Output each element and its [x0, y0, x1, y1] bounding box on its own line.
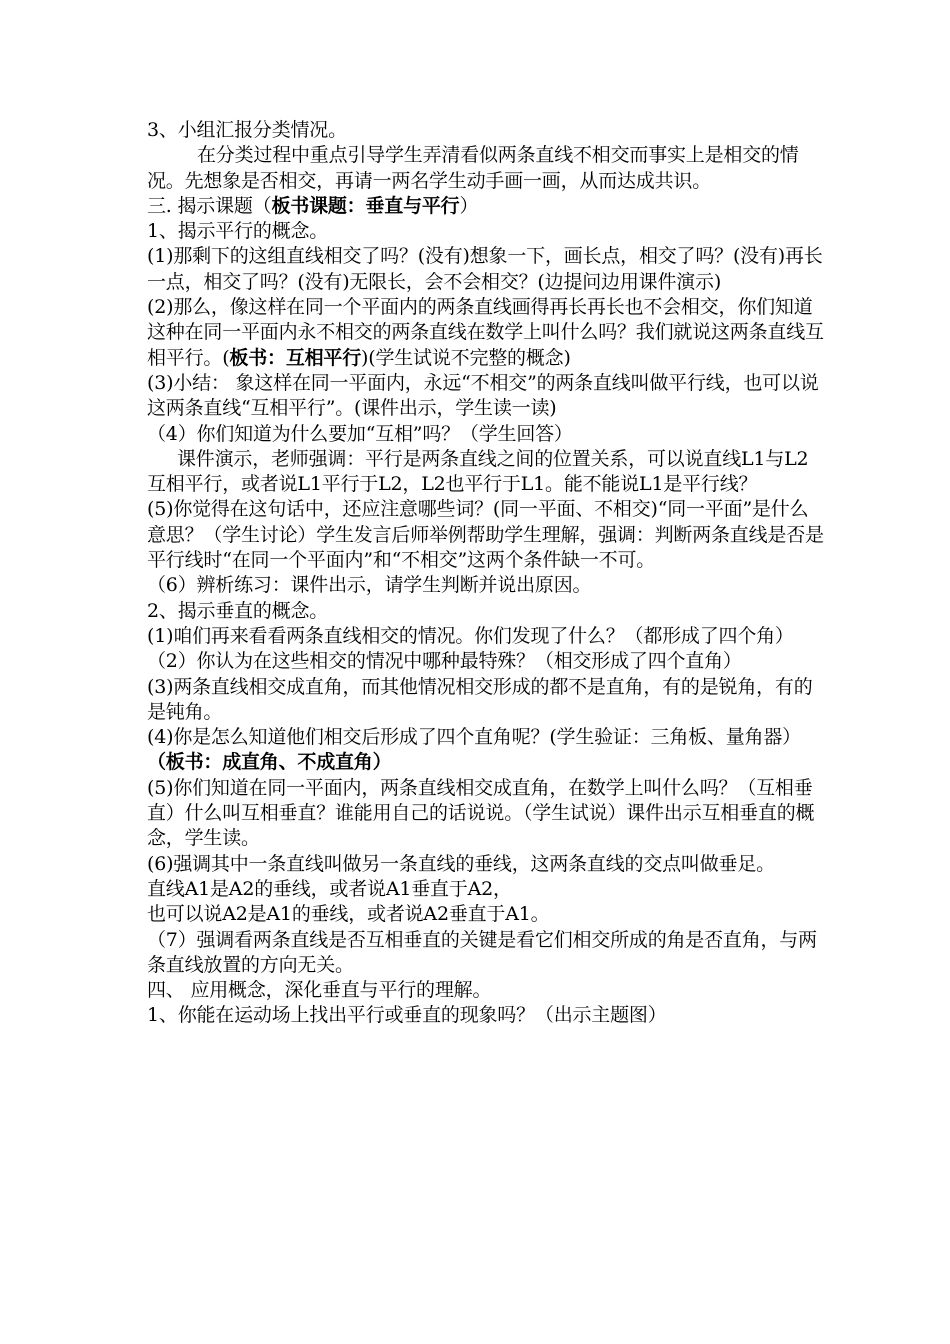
paragraph-13: (1)咱们再来看看两条直线相交的情况。你们发现了什么？（都形成了四个角）	[147, 624, 794, 647]
paragraph-16-bold: （板书：成直角、不成直角）	[147, 751, 392, 774]
heading-3-bold: 板书课题：垂直与平行	[271, 194, 460, 217]
paragraph-20: 也可以说A2是A1的垂线，或者说A2垂直于A1。	[147, 903, 550, 926]
section-heading-3	[147, 194, 827, 219]
heading-3-prefix: 三. 揭示课题（	[147, 194, 272, 217]
paragraph-6-prefix: (2)那么，像这样在同一个平面内的两条直线画得再长再长也不会相交，你们知道这种在同一平面内永不相交的两条直线在数学上叫什么吗？我们就说这两条直线互相平行。(	[147, 296, 824, 369]
paragraph-23: 1、你能在运动场上找出平行或垂直的现象吗？（出示主题图）	[147, 1004, 667, 1027]
paragraph-7: (3)小结： 象这样在同一平面内，永远“不相交”的两条直线叫做平行线，也可以说这两条直线“互相平行”。(课件出示，学生读一读)	[147, 371, 819, 420]
paragraph-14: （2）你认为在这些相交的情况中哪种最特殊？（相交形成了四个直角）	[147, 650, 742, 673]
section-heading-4: 四、 应用概念，深化垂直与平行的理解。	[147, 979, 492, 1002]
paragraph-21: （7）强调看两条直线是否互相垂直的关键是看它们相交所成的角是否直角，与两条直线放置的方向无关。	[147, 928, 817, 976]
document-body	[147, 118, 827, 1029]
paragraph-4: 1、揭示平行的概念。	[147, 220, 329, 243]
paragraph-8: （4）你们知道为什么要加“互相”吗？（学生回答）	[147, 422, 573, 445]
paragraph-16	[147, 725, 827, 776]
paragraph-5: (1)那剩下的这组直线相交了吗？(没有)想象一下，画长点，相交了吗？(没有)再长一点，相交了吗？(没有)无限长，会不会相交？(边提问边用课件演示)	[147, 245, 823, 293]
heading-3-suffix: ）	[459, 194, 479, 217]
paragraph-16-prefix: (4)你是怎么知道他们相交后形成了四个直角呢？(学生验证：三角板、量角器）	[147, 726, 801, 749]
paragraph-12: 2、揭示垂直的概念。	[147, 599, 329, 622]
paragraph-17: (5)你们知道在同一平面内，两条直线相交成直角，在数学上叫什么吗？（互相垂直）什么叫互相垂直？谁能用自己的话说说。（学生试说）课件出示互相垂直的概念，学生读。	[147, 776, 815, 850]
paragraph-10: (5)你觉得在这句话中，还应注意哪些词？(同一平面、不相交)“同一平面”是什么意思？（学生讨论）学生发言后师举例帮助学生理解，强调：判断两条直线是否是平行线时“在同一个平面内”和“不相交”这两个条件缺一不可。	[147, 498, 824, 572]
paragraph-6-bold: 板书：互相平行	[229, 346, 362, 369]
paragraph-9: 课件演示，老师强调：平行是两条直线之间的位置关系，可以说直线L1与L2互相平行，或者说L1平行于L2，L2也平行于L1。能不能说L1是平行线？	[147, 447, 809, 496]
paragraph-2: 在分类过程中重点引导学生弄清看似两条直线不相交而事实上是相交的情况。先想象是否相交，再请一两名学生动手画一画，从而达成共识。	[147, 144, 799, 192]
paragraph-19: 直线A1是A2的垂线，或者说A1垂直于A2，	[147, 877, 512, 900]
paragraph-6-suffix: )(学生试说不完整的概念)	[361, 346, 571, 369]
paragraph-18: (6)强调其中一条直线叫做另一条直线的垂线，这两条直线的交点叫做垂足。	[147, 852, 775, 875]
paragraph-1: 3、小组汇报分类情况。	[147, 119, 347, 141]
paragraph-11: （6）辨析练习：课件出示，请学生判断并说出原因。	[147, 574, 592, 597]
paragraph-6	[147, 295, 827, 371]
paragraph-15: (3)两条直线相交成直角，而其他情况相交形成的都不是直角，有的是锐角，有的是钝角。	[147, 675, 813, 723]
